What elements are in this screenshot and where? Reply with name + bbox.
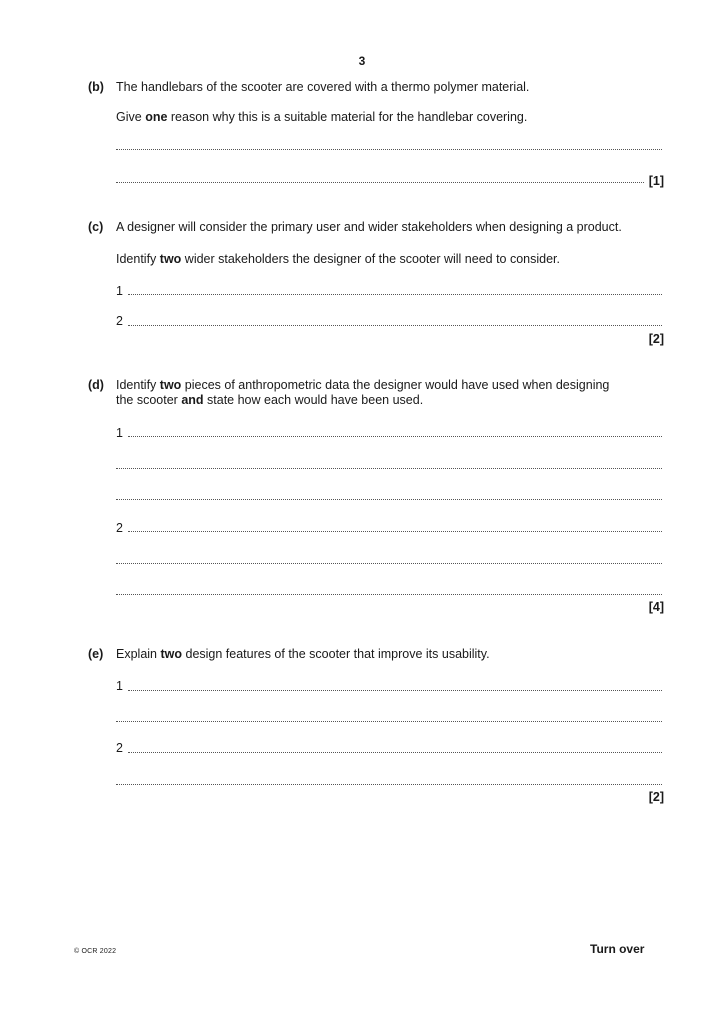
answer-line[interactable]: [116, 563, 662, 564]
question-c-label: (c): [88, 220, 104, 234]
page-number: 3: [358, 54, 366, 68]
answer-number-2: 2: [116, 521, 123, 535]
question-c-instruction: Identify two wider stakeholders the designer of the scooter will need to consider.: [116, 252, 560, 266]
answer-number-1: 1: [116, 426, 123, 440]
answer-line[interactable]: [116, 468, 662, 469]
question-e-label: (e): [88, 647, 104, 661]
answer-line[interactable]: [116, 721, 662, 722]
question-c-stem: A designer will consider the primary user and wider stakeholders when designing a product.: [116, 220, 622, 234]
question-e-stem: Explain two design features of the scooter that improve its usability.: [116, 647, 490, 661]
question-d-label: (d): [88, 378, 104, 392]
question-d-stem-line2: the scooter and state how each would have been used.: [116, 393, 424, 407]
question-c-marks: [2]: [648, 332, 664, 346]
question-b-marks: [1]: [648, 174, 664, 188]
question-d-marks: [4]: [648, 600, 664, 614]
answer-line[interactable]: [128, 436, 662, 437]
answer-number-2: 2: [116, 741, 123, 755]
answer-line[interactable]: [116, 499, 662, 500]
answer-number-1: 1: [116, 284, 123, 298]
copyright-notice: © OCR 2022: [74, 948, 117, 955]
answer-line[interactable]: [128, 294, 662, 295]
question-b-instruction: Give one reason why this is a suitable material for the handlebar covering.: [116, 110, 528, 124]
turn-over-label: Turn over: [590, 942, 645, 956]
answer-line[interactable]: [116, 149, 662, 150]
answer-line[interactable]: [116, 182, 644, 183]
answer-line[interactable]: [116, 594, 662, 595]
answer-line[interactable]: [128, 325, 662, 326]
answer-line[interactable]: [128, 752, 662, 753]
answer-number-1: 1: [116, 679, 123, 693]
question-d-stem-line1: Identify two pieces of anthropometric data the designer would have used when designing: [116, 378, 610, 392]
answer-line[interactable]: [128, 531, 662, 532]
answer-line[interactable]: [128, 690, 662, 691]
question-b-label: (b): [88, 80, 104, 94]
question-e-marks: [2]: [648, 790, 664, 804]
answer-number-2: 2: [116, 314, 123, 328]
question-b-stem: The handlebars of the scooter are covered with a thermo polymer material.: [116, 80, 530, 94]
answer-line[interactable]: [116, 784, 662, 785]
